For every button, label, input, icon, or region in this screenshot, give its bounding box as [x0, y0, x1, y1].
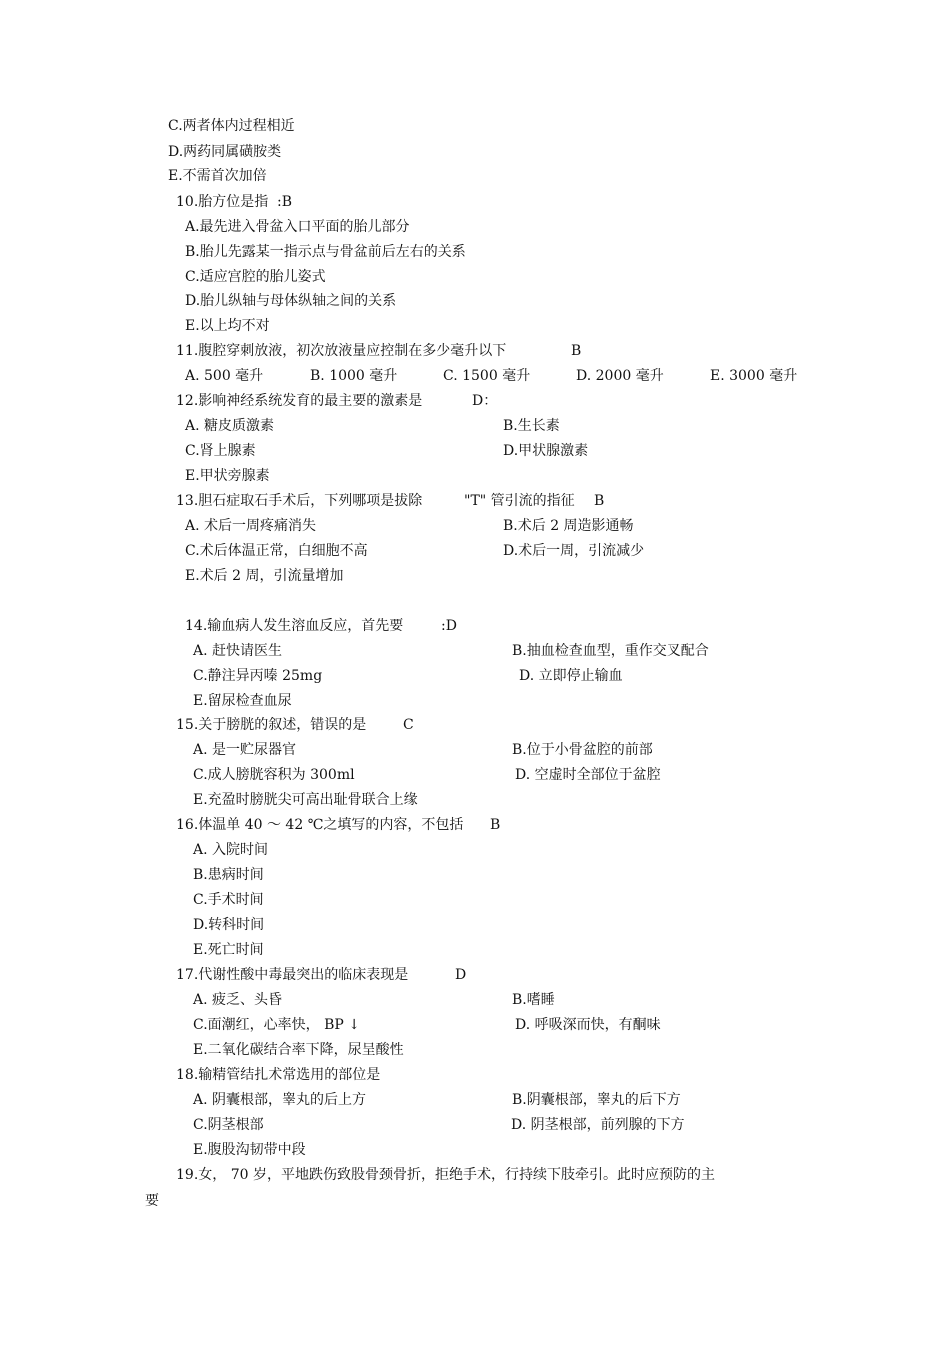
option-text: B.胎儿先露某一指示点与骨盆前后左右的关系	[185, 244, 466, 260]
option-text: A. 糖皮质激素	[185, 418, 275, 434]
option-text: E.留尿检查血尿	[193, 693, 292, 709]
option-text: D.胎儿纵轴与母体纵轴之间的关系	[185, 293, 397, 309]
option-text: C.手术时间	[193, 892, 264, 908]
option-text: B. 1000 毫升	[310, 368, 398, 384]
option-text: E.腹股沟韧带中段	[193, 1142, 306, 1158]
option-text: A. 500 毫升	[185, 368, 264, 384]
option-text: C.静注异丙嗪 25mg	[193, 668, 323, 684]
option-text: C.适应宫腔的胎儿姿式	[185, 269, 326, 285]
option-text: D.术后一周，引流减少	[503, 543, 645, 559]
option-text: B.生长素	[503, 418, 560, 434]
option-text: D.两药同属磺胺类	[168, 144, 282, 160]
question-text: 16.体温单 40 ～ 42 ℃之填写的内容，不包括	[176, 817, 464, 833]
question-text: 18.输精管结扎术常选用的部位是	[176, 1067, 381, 1083]
option-text: C.两者体内过程相近	[168, 118, 295, 134]
option-text: E.以上均不对	[185, 318, 270, 334]
option-text: D. 呼吸深而快，有酮味	[515, 1017, 661, 1033]
question-text: 17.代谢性酸中毒最突出的临床表现是	[176, 967, 409, 983]
option-text: D. 阴茎根部，前列腺的下方	[511, 1117, 685, 1133]
question-text: 要	[145, 1193, 159, 1209]
option-text: B.患病时间	[193, 867, 264, 883]
question-text: 11.腹腔穿刺放液，初次放液量应控制在多少毫升以下	[176, 343, 507, 359]
option-text: E.二氧化碳结合率下降，尿呈酸性	[193, 1042, 404, 1058]
option-text: D. 立即停止输血	[519, 668, 623, 684]
question-text: 14.输血病人发生溶血反应，首先要	[185, 618, 404, 634]
option-text: A. 赶快请医生	[193, 643, 283, 659]
option-text: C. 1500 毫升	[443, 368, 531, 384]
option-text: D. 空虚时全部位于盆腔	[515, 767, 661, 783]
question-text: "T" 管引流的指征	[464, 493, 575, 509]
option-text: B.阴囊根部，睾丸的后下方	[512, 1092, 681, 1108]
option-text: C.肾上腺素	[185, 443, 256, 459]
option-text: A. 入院时间	[193, 842, 269, 858]
option-text: B.位于小骨盆腔的前部	[512, 742, 653, 758]
answer-text: B	[594, 493, 605, 509]
answer-text: C	[403, 717, 414, 733]
question-text: 15.关于膀胱的叙述，错误的是	[176, 717, 367, 733]
option-text: A. 术后一周疼痛消失	[185, 518, 317, 534]
answer-text: :B	[277, 194, 293, 210]
option-text: E.不需首次加倍	[168, 168, 267, 184]
option-text: C.成人膀胱容积为 300ml	[193, 767, 355, 783]
question-text: 10.胎方位是指	[176, 194, 269, 210]
option-text: E.术后 2 周，引流量增加	[185, 568, 344, 584]
question-text: 19.女， 70 岁，平地跌伤致股骨颈骨折，拒绝手术，行持续下肢牵引。此时应预防的主	[176, 1167, 715, 1183]
option-text: E. 3000 毫升	[710, 368, 798, 384]
option-text: A.最先进入骨盆入口平面的胎儿部分	[185, 219, 410, 235]
option-text: E.甲状旁腺素	[185, 468, 270, 484]
answer-text: B	[490, 817, 501, 833]
option-text: A. 疲乏、头昏	[193, 992, 283, 1008]
question-text: 13.胆石症取石手术后，下列哪项是拔除	[176, 493, 423, 509]
answer-text: D	[455, 967, 467, 983]
option-text: D.甲状腺激素	[503, 443, 589, 459]
option-text: C.术后体温正常，白细胞不高	[185, 543, 368, 559]
option-text: C.阴茎根部	[193, 1117, 264, 1133]
option-text: B.术后 2 周造影通畅	[503, 518, 634, 534]
option-text: B.抽血检查血型，重作交叉配合	[512, 643, 709, 659]
option-text: A. 是一贮尿器官	[193, 742, 297, 758]
answer-text: :D	[441, 618, 457, 634]
option-text: A. 阴囊根部，睾丸的后上方	[193, 1092, 367, 1108]
option-text: B.嗜睡	[512, 992, 555, 1008]
question-text: 12.影响神经系统发育的最主要的激素是	[176, 393, 423, 409]
option-text: C.面潮红，心率快， BP ↓	[193, 1017, 361, 1033]
option-text: D. 2000 毫升	[576, 368, 664, 384]
answer-text: B	[571, 343, 582, 359]
answer-text: D：	[472, 393, 498, 409]
option-text: D.转科时间	[193, 917, 265, 933]
option-text: E.充盈时膀胱尖可高出耻骨联合上缘	[193, 792, 418, 808]
option-text: E.死亡时间	[193, 942, 264, 958]
